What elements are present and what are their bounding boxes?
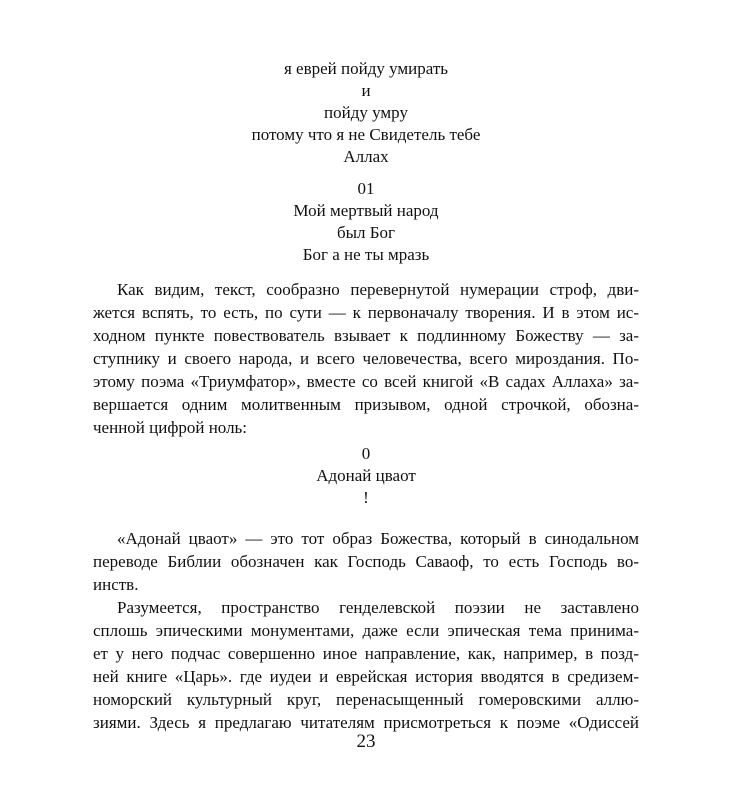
page-number: 23 xyxy=(356,731,376,752)
verse-line: Аллах xyxy=(343,147,389,166)
text-line: этому поэма «Триумфатор», вместе со всей книгой «В садах Аллаха» за- xyxy=(93,372,639,391)
text-line: жется вспять, то есть, по сути — к первоначалу творения. И в этом ис- xyxy=(93,303,639,322)
verse-line: и xyxy=(361,81,371,100)
verse-line: ! xyxy=(363,488,369,507)
paragraph-3 xyxy=(93,596,639,734)
text-line: Разумеется, пространство генделевской поэзии не заставлено xyxy=(117,598,639,617)
verse-line: Мой мертвый народ xyxy=(293,201,439,220)
stanza-number: 01 xyxy=(357,179,375,198)
text-line: номорский культурный круг, перенасыщенный гомеровскими аллю- xyxy=(93,690,639,709)
text-line: вершается одним молитвенным призывом, одной строчкой, обозна- xyxy=(93,395,639,414)
text-line: ет у него подчас совершенно иное направление, как, например, в позд- xyxy=(93,644,639,663)
paragraph-2 xyxy=(93,527,639,596)
stanza-number: 0 xyxy=(361,444,371,463)
text-line: сплошь эпическими монументами, даже если эпическая тема принима- xyxy=(93,621,639,640)
verse-top xyxy=(93,58,639,168)
verse-line: Адонай цваот xyxy=(316,466,416,485)
verse-line: я еврей пойду умирать xyxy=(283,59,449,78)
text-line: ченной цифрой ноль: xyxy=(93,418,248,437)
text-line: ступнику и своего народа, и всего человечества, всего мироздания. По- xyxy=(93,349,639,368)
verse-01 xyxy=(93,178,639,266)
text-line: Как видим, текст, сообразно перевернутой нумерации строф, дви- xyxy=(117,280,639,299)
verse-line: потому что я не Свидетель тебе xyxy=(251,125,481,144)
text-line: зиями. Здесь я предлагаю читателям присмотреться к поэме «Одиссей xyxy=(93,713,639,732)
verse-line: был Бог xyxy=(336,223,396,242)
verse-0 xyxy=(93,443,639,509)
text-line: инств. xyxy=(93,575,139,594)
text-line: «Адонай цваот» — это тот образ Божества, который в синодальном xyxy=(117,529,639,548)
text-line: ходном пункте повествователь взывает к подлинному Божеству — за- xyxy=(93,326,639,345)
text-line: переводе Библии обозначен как Господь Саваоф, то есть Господь во- xyxy=(93,552,639,571)
verse-line: пойду умру xyxy=(324,103,408,122)
paragraph-1 xyxy=(93,278,639,439)
verse-line: Бог а не ты мразь xyxy=(302,245,430,264)
book-page xyxy=(93,0,639,800)
text-line: ней книге «Царь». где иудеи и еврейская история вводятся в средизем- xyxy=(93,667,639,686)
